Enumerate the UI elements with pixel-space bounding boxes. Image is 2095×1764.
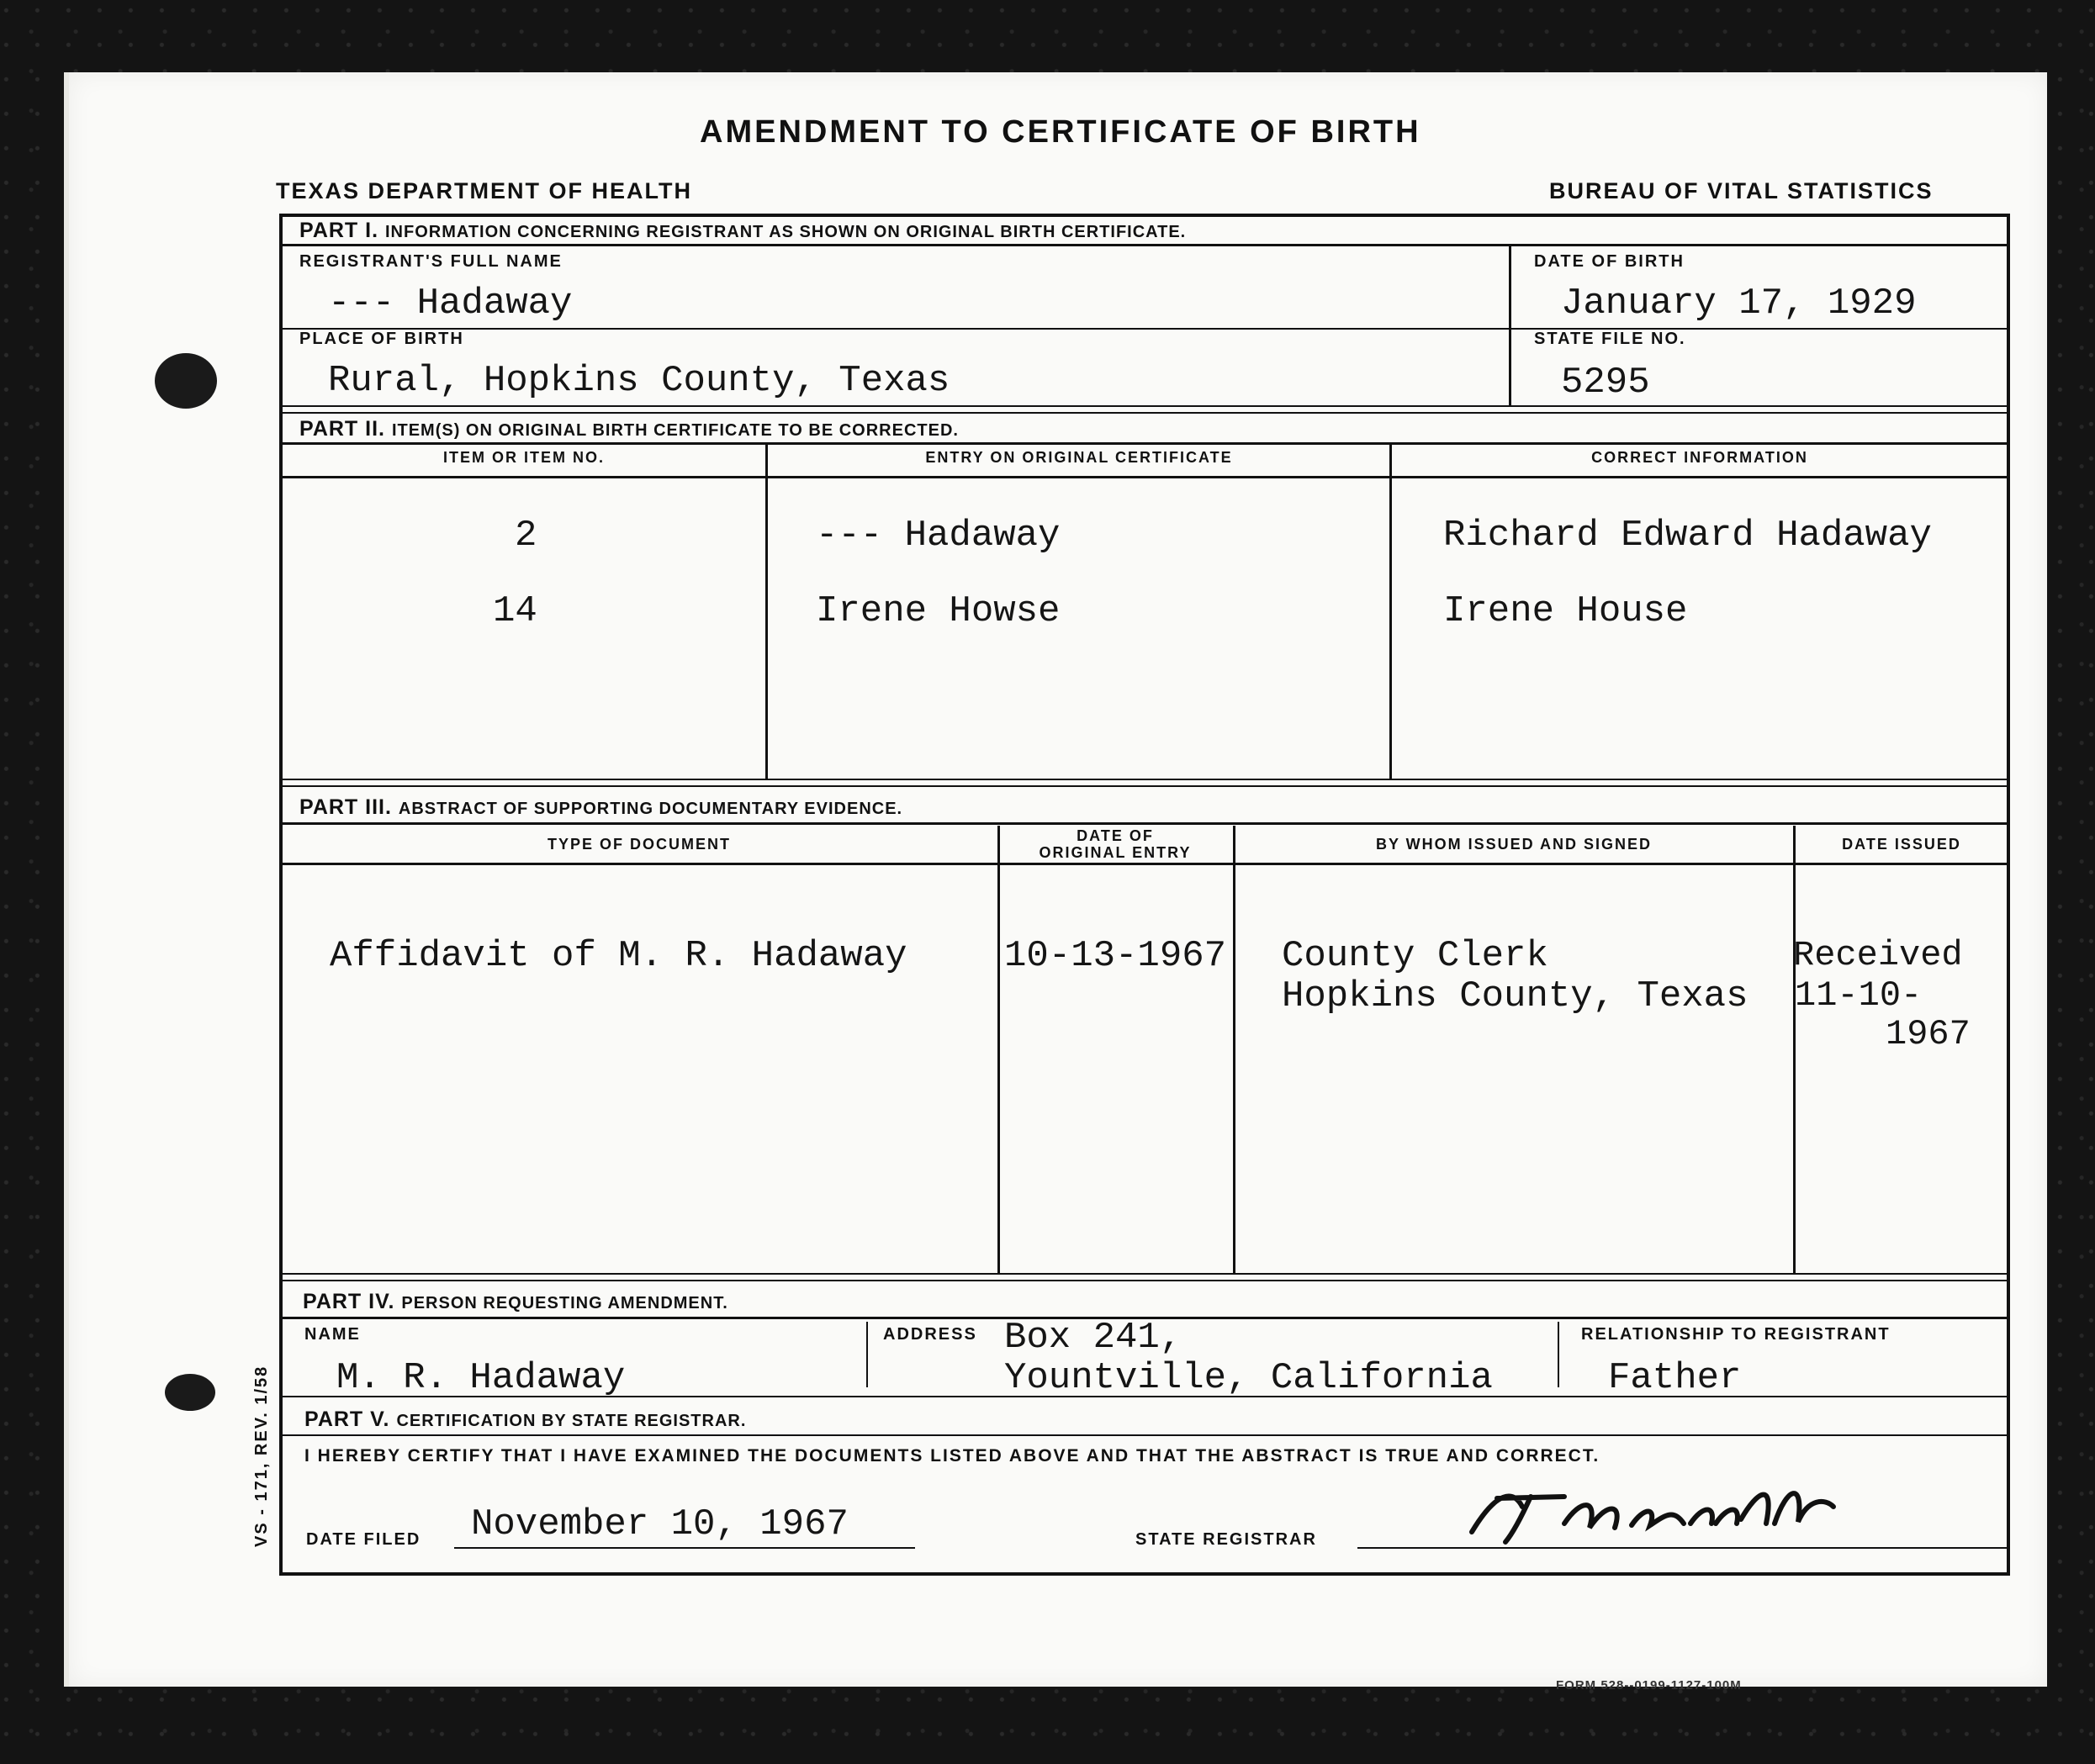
part3-heading [299,795,902,820]
registrar-signature [1463,1473,1850,1549]
relationship-label: RELATIONSHIP TO REGISTRANT [1581,1325,1891,1344]
part1-heading-text: INFORMATION CONCERNING REGISTRANT AS SHOWN ON ORIGINAL BIRTH CERTIFICATE. [385,223,1187,241]
part4-heading-text: PERSON REQUESTING AMENDMENT. [401,1294,728,1312]
evidence-issued-line1: Received [1793,935,1963,975]
address-line2: Yountville, California [1004,1357,1493,1399]
part2-divider-1 [765,444,768,779]
evidence-issued-line3: 1967 [1886,1014,1971,1054]
col-original-entry: ENTRY ON ORIGINAL CERTIFICATE [925,449,1233,466]
state-file-label: STATE FILE NO. [1534,330,1686,348]
part2-heading-text: ITEM(S) ON ORIGINAL BIRTH CERTIFICATE TO BE CORRECTED. [391,421,959,440]
part2-heading-main: PART II. [299,417,385,441]
col-item-no: ITEM OR ITEM NO. [443,449,605,466]
punch-hole-top [155,353,217,409]
evidence-type: Affidavit of M. R. Hadaway [330,935,907,977]
dob-label: DATE OF BIRTH [1534,252,1685,271]
col-date-issued: DATE ISSUED [1842,836,1961,853]
evidence-date-entry: 10-13-1967 [1004,935,1227,977]
part3-divider-3 [1793,826,1796,1273]
part2-header-top [281,442,2008,445]
part5-heading-text: CERTIFICATION BY STATE REGISTRAR. [396,1412,747,1430]
row2-item: 14 [493,590,537,632]
part4-underline [281,1396,2008,1397]
requester-name-label: NAME [304,1325,361,1344]
part5-heading [304,1408,746,1432]
part3-header-top [281,822,2008,825]
part4-rule [281,1273,2008,1281]
part4-heading [303,1290,728,1314]
part2-rule [281,405,2008,414]
part1-rule [281,244,2008,246]
part2-header-bottom [281,476,2008,478]
bureau-name: BUREAU OF VITAL STATISTICS [1549,178,1934,203]
state-registrar-label: STATE REGISTRAR [1135,1530,1317,1549]
part3-heading-main: PART III. [299,795,392,819]
part3-header-bottom [281,863,2008,865]
row1-correct: Richard Edward Hadaway [1443,515,1932,557]
form-code: VS - 171, REV. 1/58 [252,1365,271,1547]
certification-text: I HEREBY CERTIFY THAT I HAVE EXAMINED THE DOCUMENTS LISTED ABOVE AND THAT THE ABSTRACT IS TRUE AND CORRECT. [304,1446,1600,1466]
evidence-issuer-line1: County Clerk [1282,935,1548,977]
punch-hole-bottom [165,1374,215,1411]
dob-value: January 17, 1929 [1561,283,1917,325]
date-filed-line [454,1547,915,1549]
place-of-birth-label: PLACE OF BIRTH [299,330,464,348]
part3-divider-1 [997,826,1000,1273]
part1-heading-main: PART I. [299,219,379,242]
part2-heading [299,417,959,441]
row2-original: Irene Howse [816,590,1061,632]
evidence-issued-line2: 11-10- [1795,975,1923,1016]
row1-original: --- Hadaway [816,515,1061,557]
row2-correct: Irene House [1443,590,1688,632]
print-code: FORM 528--0199-1127-100M [1556,1678,1742,1693]
requester-name: M. R. Hadaway [336,1357,626,1399]
col-date-of: DATE OF [1077,827,1154,844]
part4-heading-main: PART IV. [303,1290,395,1313]
part4-divider-1 [866,1322,868,1387]
part1-heading [299,219,1186,243]
col-original-entry-date: ORIGINAL ENTRY [1039,844,1192,861]
document-title: AMENDMENT TO CERTIFICATE OF BIRTH [700,114,1421,150]
name-underline [281,328,2008,330]
part5-rule [281,1434,2008,1436]
full-name-value: --- Hadaway [328,283,573,325]
col-correct-info: CORRECT INFORMATION [1591,449,1808,466]
part3-rule [281,779,2008,787]
address-line1: Box 241, [1004,1317,1182,1359]
row1-item: 2 [515,515,537,557]
part3-heading-text: ABSTRACT OF SUPPORTING DOCUMENTARY EVIDENCE. [398,800,903,818]
date-filed-value: November 10, 1967 [471,1503,849,1545]
department-name: TEXAS DEPARTMENT OF HEALTH [276,178,692,203]
part4-divider-2 [1558,1322,1559,1387]
col-issued-by: BY WHOM ISSUED AND SIGNED [1375,836,1653,853]
part3-divider-2 [1233,826,1235,1273]
part1-divider [1509,246,1511,405]
state-file-value: 5295 [1561,362,1650,404]
full-name-label: REGISTRANT'S FULL NAME [299,252,563,271]
part5-heading-main: PART V. [304,1408,390,1431]
signature-text: W. D. Carroll [1463,1547,1468,1548]
relationship-value: Father [1608,1357,1742,1399]
place-of-birth-value: Rural, Hopkins County, Texas [328,360,950,402]
address-label: ADDRESS [883,1325,977,1344]
date-filed-label: DATE FILED [306,1530,421,1549]
part2-divider-2 [1389,444,1392,779]
evidence-issuer-line2: Hopkins County, Texas [1282,975,1748,1017]
col-type-of-document: TYPE OF DOCUMENT [547,836,731,853]
